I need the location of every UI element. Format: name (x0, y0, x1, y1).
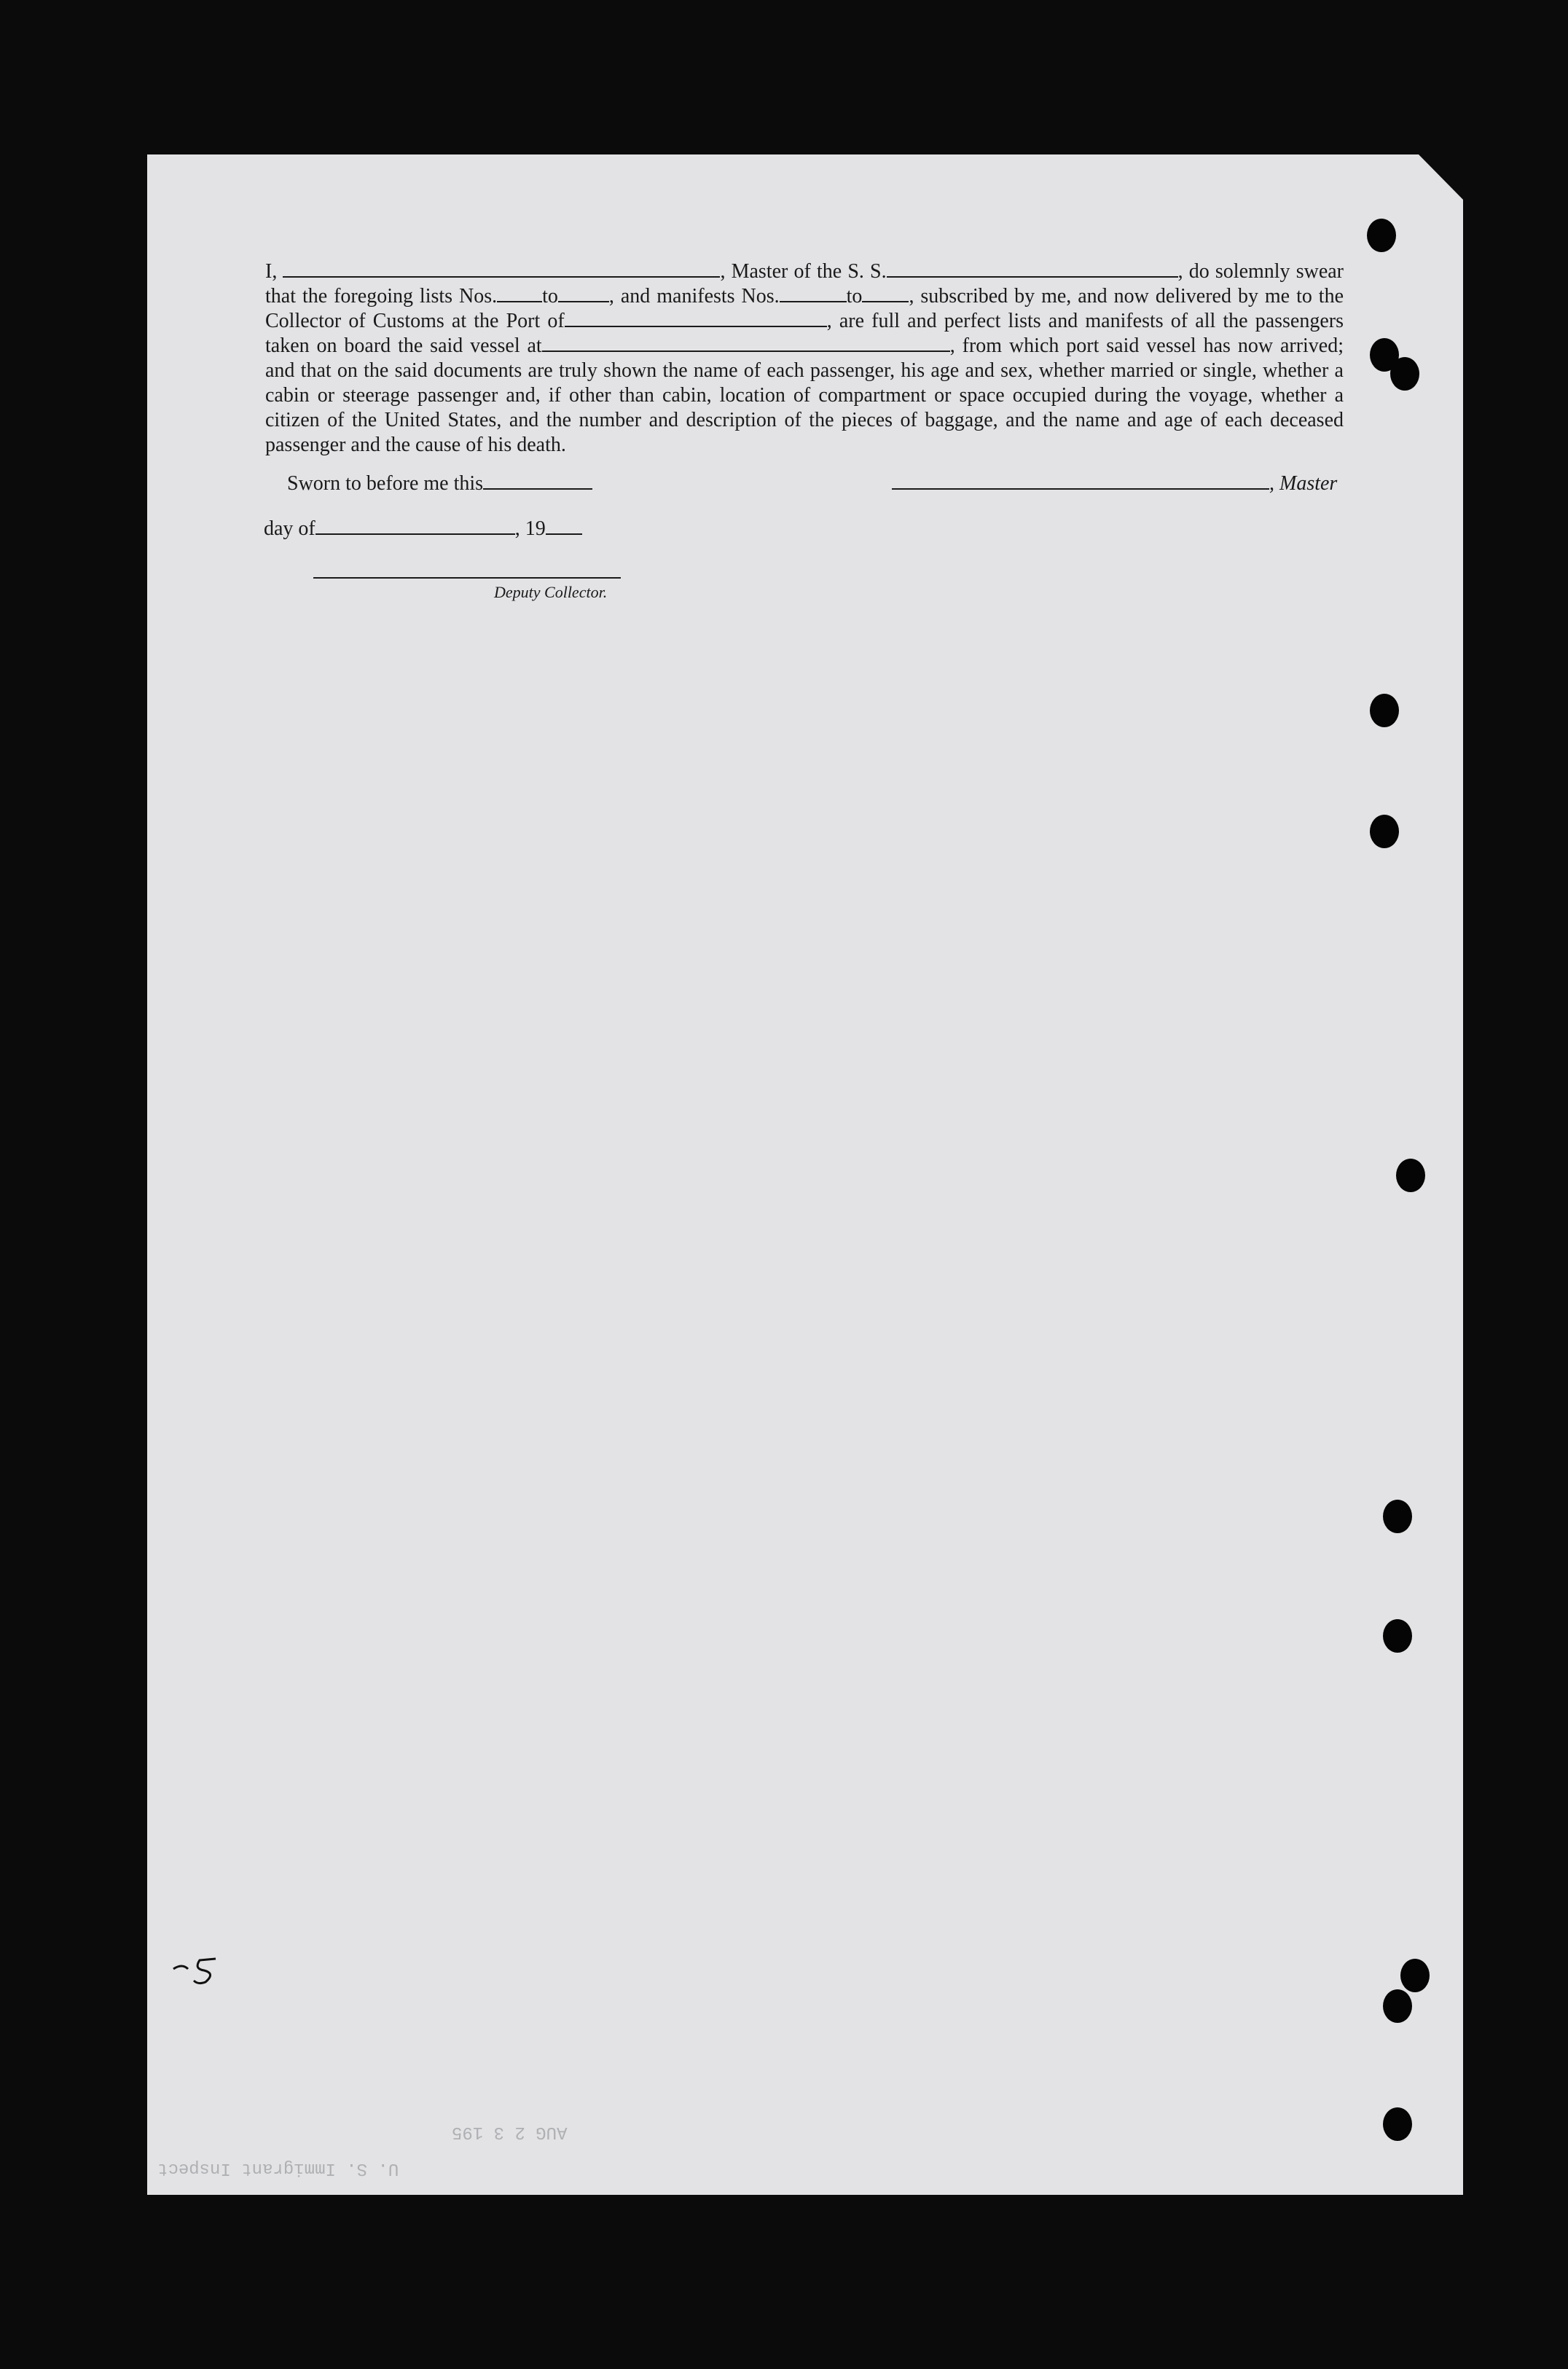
port-of-blank (565, 310, 827, 327)
oath-master-of-ss: , Master of the S. S. (720, 260, 887, 283)
deputy-collector-label: Deputy Collector. (494, 583, 608, 601)
boarded-at-blank (542, 334, 950, 352)
binder-hole (1383, 1989, 1412, 2023)
day-of-line (264, 517, 582, 541)
immigrant-inspector-stamp: U. S. Immigrant Inspect (157, 2158, 399, 2178)
oath-swear: swear that the foregoing lists Nos. (265, 260, 1344, 308)
master-label: , Master (1269, 472, 1338, 495)
month-blank (315, 517, 515, 535)
oath-delivered: delivered by me to the Collector of Customs at the Port of (265, 285, 1344, 332)
binder-hole (1390, 357, 1419, 391)
handwritten-mark (172, 1953, 230, 1989)
manifests-to-blank (862, 285, 909, 302)
document-page (147, 154, 1463, 2195)
oath-and-manifests: , and manifests Nos. (608, 285, 780, 308)
binder-hole (1400, 1959, 1430, 1992)
binder-hole (1396, 1159, 1425, 1192)
date-stamp: AUG 2 3 195 (452, 2122, 568, 2142)
binder-hole (1383, 1619, 1412, 1653)
day-of-label: day of (264, 517, 315, 540)
binder-hole (1370, 815, 1399, 848)
lists-from-blank (497, 285, 542, 302)
sworn-line (287, 472, 592, 496)
oath-do-solemnly: , do solemnly (1177, 260, 1290, 283)
master-signature-blank (892, 472, 1269, 490)
vessel-name-blank (887, 260, 1178, 278)
sworn-label: Sworn to before me this (287, 472, 484, 495)
oath-to-2: to (846, 285, 863, 308)
oath-are-full: , are full and perfect lists and (826, 310, 1078, 332)
sworn-day-blank (483, 472, 592, 490)
oath-paragraph (265, 259, 1344, 458)
binder-hole (1383, 2107, 1412, 2141)
binder-hole (1370, 694, 1399, 727)
oath-to-1: to (542, 285, 558, 308)
oath-i: I, (265, 260, 278, 283)
oath-remainder: port said vessel has now arrived; and that on the said documents are truly shown the name of each passenger, his age and sex, whether married or single, whether a cabin or steerage passenger and, if other than cabin, location of compartment or space occupied during the voyage, whether a citizen of the United States, and the number and description of the pieces of baggage, and the name and age of each deceased passenger and the cause of his death. (265, 334, 1344, 456)
master-name-blank (283, 260, 720, 278)
manifests-from-blank (780, 285, 847, 302)
lists-to-blank (558, 285, 609, 302)
oath-manifests-all: manifests of all the passengers taken on board the said vessel at (265, 310, 1344, 357)
binder-hole (1367, 219, 1396, 252)
year-blank (546, 517, 582, 535)
binder-hole (1383, 1500, 1412, 1533)
deputy-signature-line (313, 577, 621, 579)
oath-subscribed: , subscribed by me, and now (909, 285, 1149, 308)
oath-from-which: , from which (949, 334, 1059, 357)
master-signature-line (892, 472, 1337, 496)
year-label: , 19 (514, 517, 546, 540)
